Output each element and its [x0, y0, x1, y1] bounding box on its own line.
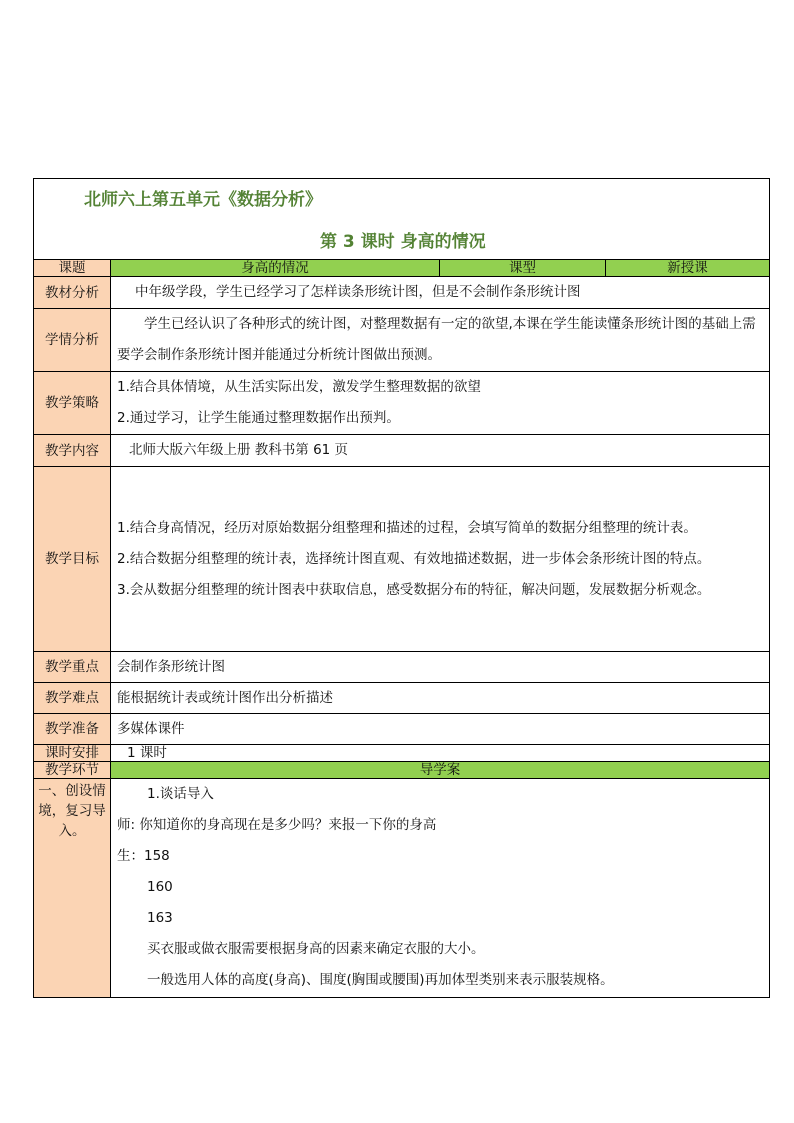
prep-label: 教学准备 — [34, 714, 111, 745]
difficulty-text: 能根据统计表或统计图作出分析描述 — [111, 683, 770, 714]
goals-label: 教学目标 — [34, 467, 111, 652]
key-label: 教学重点 — [34, 652, 111, 683]
lesson-plan-table — [33, 178, 770, 998]
stage1-line-6: 买衣服或做衣服需要根据身高的因素来确定衣服的大小。 — [147, 941, 485, 957]
goal-line-3: 3.会从数据分组整理的统计图表中获取信息，感受数据分布的特征，解决问题，发展数据分析观念。 — [117, 581, 711, 598]
stage-header-value: 导学案 — [111, 762, 770, 779]
stage1-line-7: 一般选用人体的高度(身高)、围度(胸围或腰围)再加体型类别来表示服装规格。 — [147, 972, 614, 988]
strategy-label: 教学策略 — [34, 372, 111, 435]
students-label: 学情分析 — [34, 309, 111, 372]
header-cell — [34, 179, 770, 260]
stage1-label: 一、创设情境，复习导入。 — [38, 783, 106, 839]
stage1-line-3: 生：158 — [117, 848, 170, 864]
strategy-line-2: 2.通过学习，让学生能通过整理数据作出预判。 — [117, 410, 400, 426]
content-row — [34, 435, 770, 467]
lesson-type-label: 课型 — [440, 260, 606, 277]
lesson-type-value: 新授课 — [606, 260, 770, 277]
hours-row — [34, 745, 770, 762]
difficulty-row — [34, 683, 770, 714]
topic-label: 课题 — [34, 260, 111, 277]
stage1-line-2: 师: 你知道你的身高现在是多少吗？来报一下你的身高 — [117, 817, 437, 833]
content-cell — [111, 435, 770, 467]
key-row — [34, 652, 770, 683]
prep-row — [34, 714, 770, 745]
material-label: 教材分析 — [34, 277, 111, 309]
prep-text: 多媒体课件 — [111, 714, 770, 745]
material-row — [34, 277, 770, 309]
stage1-line-4: 160 — [147, 879, 173, 895]
content-label: 教学内容 — [34, 435, 111, 467]
goal-line-2: 2.结合数据分组整理的统计表，选择统计图直观、有效地描述数据，进一步体会条形统计图的特点。 — [117, 550, 711, 567]
hours-label: 课时安排 — [34, 745, 111, 762]
strategy-line-1: 1.结合具体情境，从生活实际出发，激发学生整理数据的欲望 — [117, 379, 481, 395]
topic-row — [34, 260, 770, 277]
difficulty-label: 教学难点 — [34, 683, 111, 714]
stage1-line-1: 1.谈话导入 — [147, 786, 214, 802]
students-text: 学生已经认识了各种形式的统计图，对整理数据有一定的欲望,本课在学生能读懂条形统计图的基础上需要学会制作条形统计图并能通过分析统计图做出预测。 — [117, 316, 756, 363]
stage-header-row — [34, 762, 770, 779]
document-title: 北师六上第五单元《数据分析》 — [84, 190, 322, 210]
header-row — [34, 179, 770, 260]
goals-cell — [111, 467, 770, 652]
stage1-row — [34, 779, 770, 998]
goal-line-1: 1.结合身高情况，经历对原始数据分组整理和描述的过程，会填写简单的数据分组整理的统计表。 — [117, 519, 697, 536]
material-text: 中年级学段，学生已经学习了怎样读条形统计图，但是不会制作条形统计图 — [135, 284, 581, 300]
lesson-plan-sheet — [33, 178, 769, 998]
stage1-cell — [111, 779, 770, 998]
goals-row — [34, 467, 770, 652]
strategy-cell — [111, 372, 770, 435]
students-cell — [111, 309, 770, 372]
key-text: 会制作条形统计图 — [111, 652, 770, 683]
lesson-subtitle: 第 3 课时 身高的情况 — [320, 232, 486, 252]
stage-header-label: 教学环节 — [34, 762, 111, 779]
hours-text: 1 课时 — [111, 745, 770, 762]
stage1-label-cell — [34, 779, 111, 998]
stage1-line-5: 163 — [147, 910, 173, 926]
material-cell — [111, 277, 770, 309]
strategy-row — [34, 372, 770, 435]
topic-value: 身高的情况 — [111, 260, 440, 277]
students-row — [34, 309, 770, 372]
content-text: 北师大版六年级上册 教科书第 61 页 — [129, 442, 349, 458]
